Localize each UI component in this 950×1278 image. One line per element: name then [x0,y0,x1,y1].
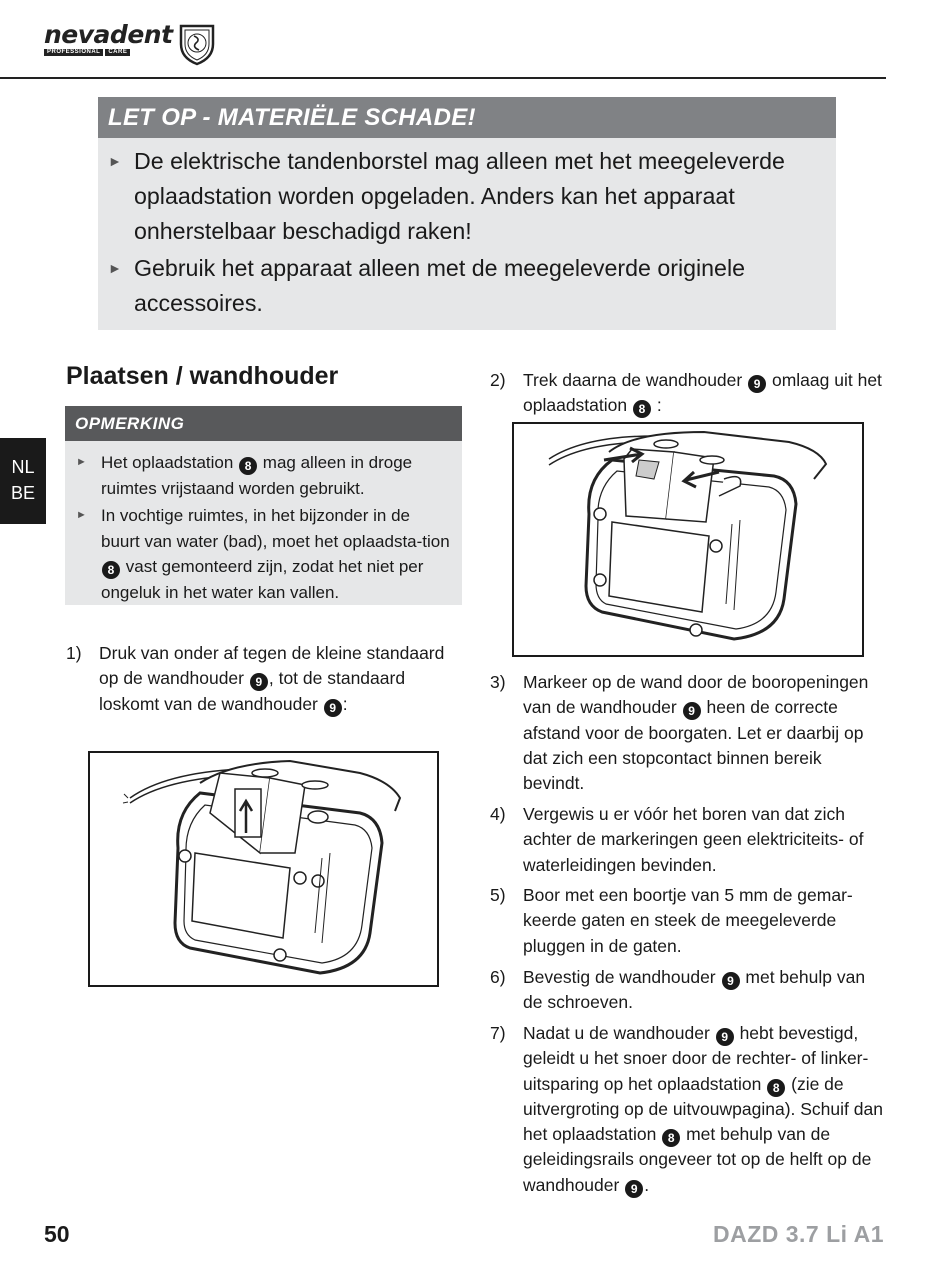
part-number-badge: 9 [625,1180,643,1198]
charging-station-illustration [514,424,862,655]
figure-push-stand [88,751,439,987]
shield-emblem-icon [177,22,217,66]
note-box [65,406,462,605]
warning-item-text: De elektrische tandenborstel mag alleen met het meegeleverde oplaadstation worden opgeladen. Anders kan het apparaat onherstelbaar beschadigd raken! [134,148,785,244]
part-number-badge: 8 [102,561,120,579]
step-number: 3) [490,672,506,692]
step-text: Nadat u de wandhouder 9 hebt bevestigd, geleidt u het snoer door de rechter- of linker-uitsparing op het oplaadstation 8 (zie de uitvergroting op de uitvouwpagina). Schuif dan het oplaadstation 8 met behulp van de geleidingsrails ongeveer tot op de helft op de wandhouder 9 . [523,1023,883,1196]
part-number-badge: 8 [767,1079,785,1097]
step-number: 5) [490,885,506,905]
warning-title: LET OP - MATERIËLE SCHADE! [98,97,836,138]
brand-logo [44,22,217,66]
logo-tagline [44,49,173,56]
triangle-bullet-icon: ► [108,153,122,169]
language-code-be: BE [10,483,35,503]
logo-wordmark [44,22,173,56]
part-number-badge: 9 [683,702,701,720]
triangle-bullet-icon: ► [108,260,122,276]
part-number-badge: 9 [324,699,342,717]
step-3 [490,670,885,796]
warning-item [108,144,816,249]
step-text: Trek daarna de wandhouder 9 omlaag uit het oplaadstation 8 : [523,370,882,417]
triangle-bullet-icon: ► [76,509,87,521]
step-text: Boor met een boortje van 5 mm de gemar-keerde gaten en steek de meegeleverde pluggen in de gaten. [523,885,853,956]
part-number-badge: 8 [239,457,257,475]
triangle-bullet-icon: ► [76,456,87,468]
warning-list [98,138,836,321]
step-1 [66,641,462,717]
part-number-badge: 9 [722,972,740,990]
page-number: 50 [44,1221,70,1247]
material-damage-warning [98,97,836,330]
figure-pull-holder [512,422,864,657]
model-name: DAZD 3.7 Li A1 [712,1221,884,1247]
step-text: Druk van onder af tegen de kleine standaard op de wandhouder 9 , tot de standaard loskomt van de wandhouder 9 : [99,643,445,715]
part-number-badge: 9 [250,673,268,691]
step-text: Markeer op de wand door de booropeningen van de wandhouder 9 heen de correcte afstand voor de boorgaten. Let er daarbij op dat zich een stopcontact binnen bereik bevindt. [523,672,869,794]
step-number: 2) [490,370,506,390]
step-6 [490,965,885,1016]
note-list [65,441,462,605]
step-2 [490,368,885,419]
language-code-nl: NL [11,457,35,477]
part-number-badge: 8 [662,1129,680,1147]
part-number-badge: 9 [716,1028,734,1046]
section-title: Plaatsen / wandhouder [66,362,339,390]
step-number: 4) [490,804,506,824]
step-number: 6) [490,967,506,987]
language-tab [0,438,46,524]
logo-sub-right: CARE [105,49,130,56]
warning-item-text: Gebruik het apparaat alleen met de meegeleverde originele accessoires. [134,255,745,316]
note-title: OPMERKING [65,406,462,441]
wall-holder-illustration [90,753,437,985]
header-divider [0,77,886,79]
step-5 [490,883,885,959]
step-text: Bevestig de wandhouder 9 met behulp van de schroeven. [523,967,866,1013]
step-7 [490,1021,885,1198]
logo-sub-left: PROFESSIONAL [44,49,103,56]
note-item: ► In vochtige ruimtes, in het bijzonder in de buurt van water (bad), moet het oplaadsta-tion 8 vast gemonteerd zijn, zodat het niet per ongeluk in het water kan vallen. [76,503,452,605]
step-number: 1) [66,643,82,663]
part-number-badge: 9 [748,375,766,393]
step-text: Vergewis u er vóór het boren van dat zich achter de markeringen geen elektriciteits- of waterleidingen bevinden. [523,804,864,875]
logo-brand-text: nevadent [44,20,173,49]
step-4 [490,802,885,878]
part-number-badge: 8 [633,400,651,418]
warning-item [108,251,816,321]
note-item: ► Het oplaadstation 8 mag alleen in droge ruimtes vrijstaand worden gebruikt. [76,450,452,501]
step-number: 7) [490,1023,506,1043]
